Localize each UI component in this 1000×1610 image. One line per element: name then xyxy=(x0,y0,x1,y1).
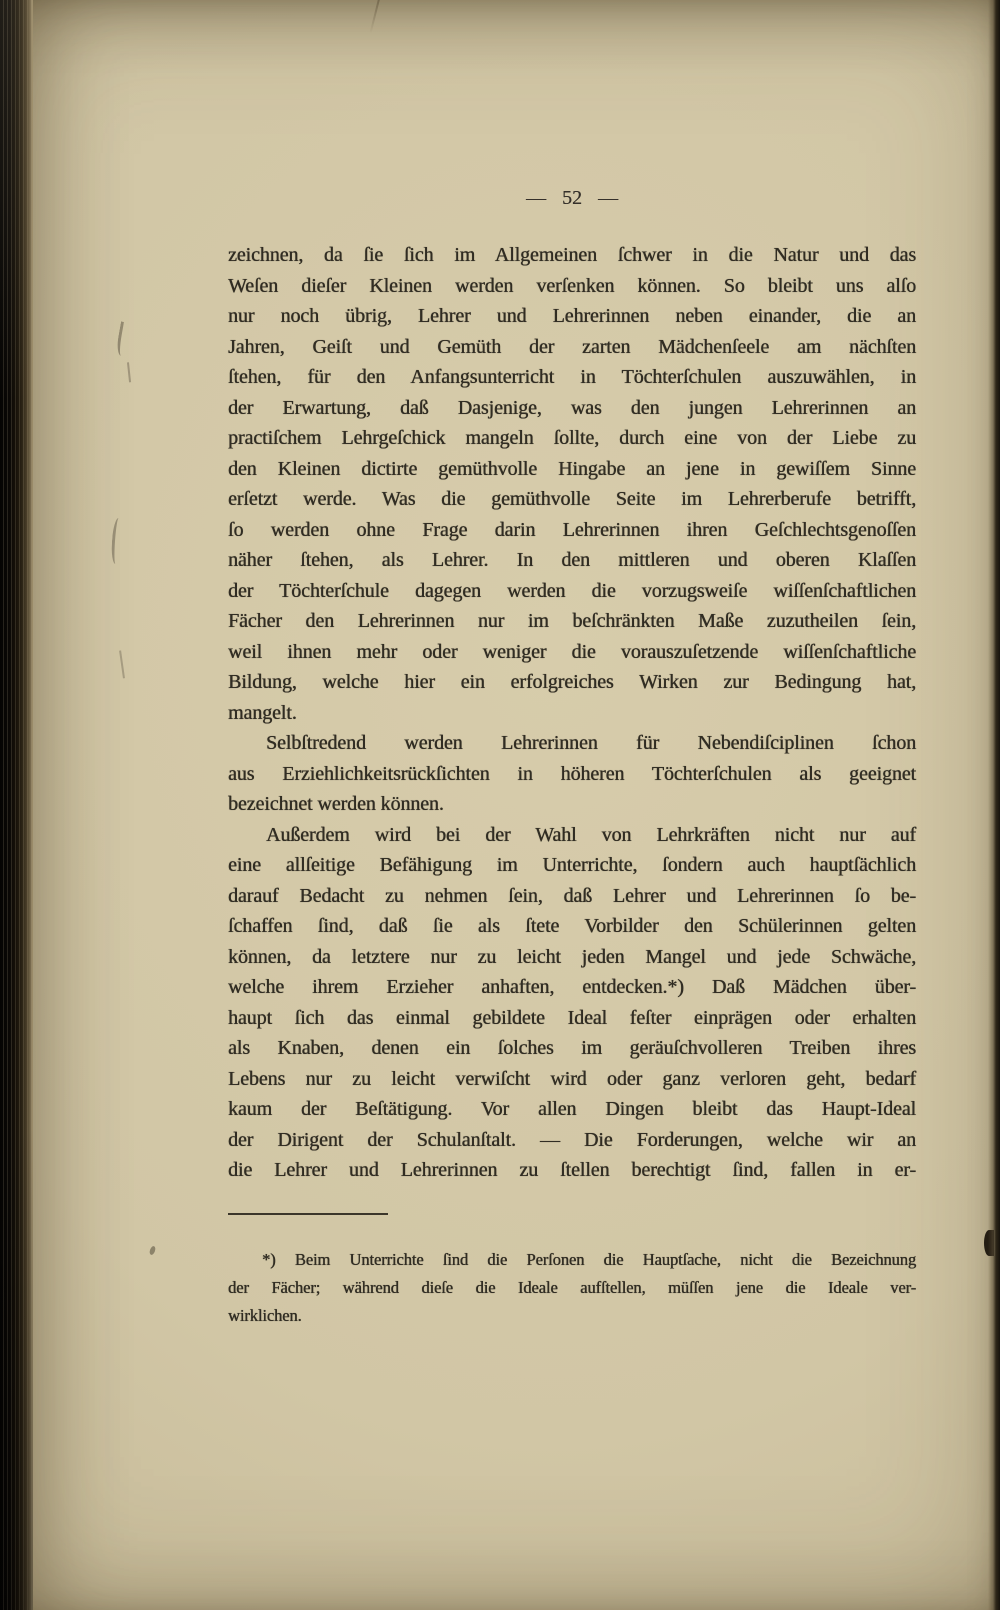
text-line: der Dirigent der Schulanſtalt. — Die Forderungen, welche wir an xyxy=(228,1128,916,1151)
text-line: kaum der Beſtätigung. Vor allen Dingen bleibt das Haupt-Ideal xyxy=(228,1098,916,1120)
text-line: der Erwartung, daß Dasjenige, was den jungen Lehrerinnen an xyxy=(228,396,916,419)
ink-mark xyxy=(110,518,123,565)
text-line: Weſen dieſer Kleinen werden verſenken können. So bleibt uns alſo xyxy=(228,274,916,297)
text-line: nur noch übrig, Lehrer und Lehrerinnen neben einander, die an xyxy=(228,305,916,327)
text-line: Bildung, welche hier ein erfolgreiches Wirken zur Bedingung hat, xyxy=(228,671,916,693)
text-line: ſtehen, für den Anfangsunterricht in Töchterſchulen auszuwählen, in xyxy=(228,366,916,388)
page-number-dash-left: — xyxy=(526,187,546,209)
text-line: Selbſtredend werden Lehrerinnen für Nebendiſciplinen ſchon xyxy=(266,732,916,754)
page-crease xyxy=(369,0,380,34)
page-number-value: 52 xyxy=(562,187,582,209)
text-line: practiſchem Lehrgeſchick mangeln ſollte, durch eine von der Liebe zu xyxy=(228,427,916,449)
paragraph xyxy=(228,240,916,728)
text-line: Jahren, Geiſt und Gemüth der zarten Mädchenſeele am nächſten xyxy=(228,335,916,358)
text-line: mangelt. xyxy=(228,701,297,724)
page-number-dash-right: — xyxy=(598,187,618,209)
text-line: ſo werden ohne Frage darin Lehrerinnen ihren Geſchlechtsgenoſſen xyxy=(228,518,916,541)
text-line: Außerdem wird bei der Wahl von Lehrkräften nicht nur auf xyxy=(266,823,916,846)
page-edge-right xyxy=(988,0,1000,1610)
text-line: den Kleinen dictirte gemüthvolle Hingabe an jene in gewiſſem Sinne xyxy=(228,457,916,480)
text-line: wirklichen. xyxy=(228,1306,302,1325)
body-text xyxy=(228,240,916,1186)
text-line: zeichnen, da ſie ſich im Allgemeinen ſchwer in die Natur und das xyxy=(228,244,916,266)
text-line: der Fächer; während dieſe die Ideale aufſtellen, müſſen jene die Ideale ver- xyxy=(228,1278,916,1297)
text-line: können, da letztere nur zu leicht jeden Mangel und jede Schwäche, xyxy=(228,945,916,968)
text-line: Lebens nur zu leicht verwiſcht wird oder ganz verloren geht, bedarf xyxy=(228,1067,916,1090)
text-line: darauf Bedacht zu nehmen ſein, daß Lehrer und Lehrerinnen ſo be- xyxy=(228,884,916,907)
text-line: aus Erziehlichkeitsrückſichten in höheren Töchterſchulen als geeignet xyxy=(228,762,916,785)
text-line: die Lehrer und Lehrerinnen zu ſtellen berechtigt ſind, fallen in er- xyxy=(228,1159,916,1181)
ink-mark xyxy=(127,362,137,383)
text-line: welche ihrem Erzieher anhaften, entdecken.*) Daß Mädchen über- xyxy=(228,976,916,998)
text-line: als Knaben, denen ein ſolches im geräuſchvolleren Treiben ihres xyxy=(228,1037,916,1059)
text-line: erſetzt werde. Was die gemüthvolle Seite im Lehrerberufe betrifft, xyxy=(228,488,916,510)
paragraph xyxy=(228,728,916,820)
ink-mark xyxy=(115,321,131,356)
text-line: eine allſeitige Befähigung im Unterrichte, ſondern auch hauptſächlich xyxy=(228,854,916,876)
footnote-text xyxy=(228,1246,916,1330)
text-line: *) Beim Unterrichte ſind die Perſonen die Hauptſache, nicht die Bezeichnung xyxy=(262,1250,916,1269)
text-line: Fächer den Lehrerinnen nur im beſchränkten Maße zuzutheilen ſein, xyxy=(228,610,916,632)
paragraph xyxy=(228,820,916,1186)
text-line: der Töchterſchule dagegen werden die vorzugsweiſe wiſſenſchaftlichen xyxy=(228,579,916,602)
book-edge-left xyxy=(0,0,33,1610)
text-line: haupt ſich das einmal gebildete Ideal feſter einprägen oder erhalten xyxy=(228,1006,916,1029)
footnote-separator xyxy=(228,1213,388,1215)
text-line: näher ſtehen, als Lehrer. In den mittleren und oberen Klaſſen xyxy=(228,549,916,571)
text-line: weil ihnen mehr oder weniger die vorauszuſetzende wiſſenſchaftliche xyxy=(228,640,916,663)
ink-mark xyxy=(149,1245,157,1255)
text-line: ſchaffen ſind, daß ſie als ſtete Vorbilder den Schülerinnen gelten xyxy=(228,915,916,937)
text-line: bezeichnet werden können. xyxy=(228,793,444,815)
page-number xyxy=(228,187,916,210)
ink-mark xyxy=(119,650,131,679)
